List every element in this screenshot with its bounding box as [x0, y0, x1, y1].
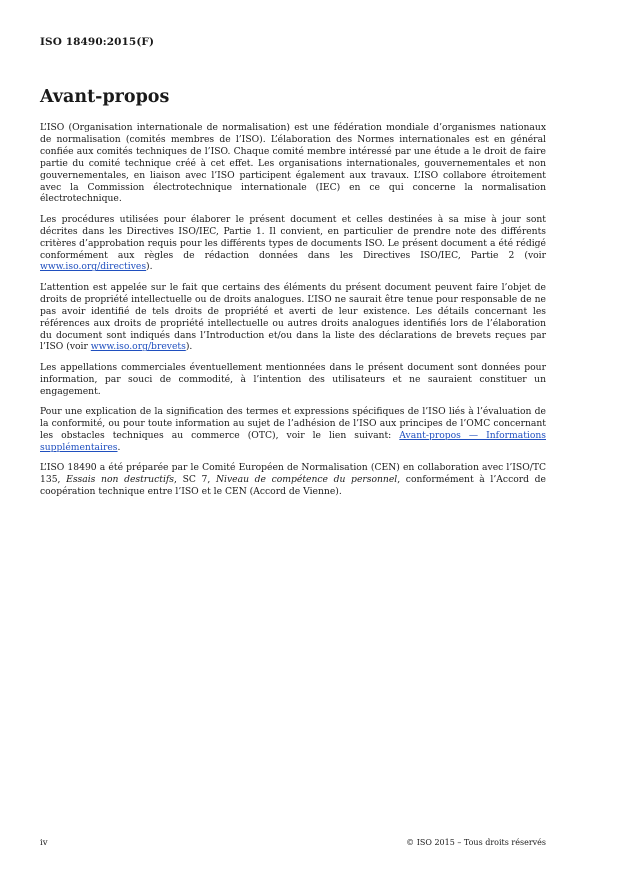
paragraph-iso-intro: L’ISO (Organisation internationale de normalisation) est une fédération mondiale d’organismes nationaux de normalisation (comités membres de l’ISO). L’élaboration des Normes internationales est en général confiée aux comités techniques de l’ISO. Chaque comité membre intéressé par une étude a le droit de faire partie du comité technique créé à cet effet. Les organisations internationales, gouvernementales et non gouvernementales, en liaison avec l’ISO participent également aux travaux. L’ISO collabore étroitement avec la Commission électrotechnique internationale (IEC) en ce qui concerne la normalisation électrotechnique.: [40, 122, 546, 205]
paragraph-conformity-end: .: [117, 441, 121, 453]
page-number: iv: [40, 838, 48, 848]
subcommittee-title: Niveau de compétence du personnel: [215, 474, 398, 486]
paragraph-preparation-c: , conformément à l’Accord de coopération technique entre l’ISO et le CEN (Accord de Vienne).: [40, 474, 546, 497]
patents-link[interactable]: www.iso.org/brevets: [90, 341, 186, 353]
paragraph-patents-end: ).: [185, 341, 193, 353]
directives-link[interactable]: www.iso.org/directives: [40, 261, 147, 273]
page-title: Avant-propos: [40, 87, 170, 107]
copyright-notice: © ISO 2015 – Tous droits réservés: [406, 838, 546, 847]
paragraph-procedures: [40, 214, 546, 274]
paragraph-procedures-text: Les procédures utilisées pour élaborer le présent document et celles destinées à sa mise à jour sont décrites dans les Directives ISO/IEC, Partie 1. Il convient, en particulier de prendre note des différents critères d’approbation requis pour les différents types de documents ISO. Le présent document a été rédigé conformément aux règles de rédaction données dans les Directives ISO/IEC, Partie 2 (voir: [40, 213, 546, 261]
document-id: ISO 18490:2015(F): [40, 36, 155, 48]
document-body: [40, 122, 546, 506]
paragraph-preparation-a: L’ISO 18490 a été préparée par le Comité Européen de Normalisation (CEN) en collaboration avec l’ISO/TC 135,: [40, 462, 546, 486]
paragraph-preparation: [40, 462, 546, 498]
paragraph-conformity-text: Pour une explication de la signification des termes et expressions spécifiques de l’ISO liés à l’évaluation de la conformité, ou pour toute information au sujet de l’adhésion de l’ISO aux principes de l’OMC concernant les obstacles techniques au commerce (OTC), voir le lien suivant:: [40, 406, 546, 441]
paragraph-preparation-b: , SC 7,: [174, 474, 216, 486]
paragraph-patents: [40, 282, 546, 353]
paragraph-patents-text: L’attention est appelée sur le fait que certains des éléments du présent document peuvent faire l’objet de droits de propriété intellectuelle ou de droits analogues. L’ISO ne saurait être tenue pour responsable de ne pas avoir identifié de tels droits de propriété et averti de leur existence. Les détails concernant les références aux droits de propriété intellectuelle ou autres droits analogues identifiés lors de l’élaboration du document sont indiqués dans l’Introduction et/ou dans la liste des déclarations de brevets reçues par l’ISO (voir: [40, 281, 546, 353]
paragraph-conformity: [40, 406, 546, 454]
paragraph-procedures-end: ).: [146, 261, 153, 273]
paragraph-trade-names: Les appellations commerciales éventuellement mentionnées dans le présent document sont données pour information, par souci de commodité, à l’intention des utilisateurs et ne sauraient constituer un engagement.: [40, 361, 546, 397]
foreword-info-link[interactable]: Avant-propos — Informations supplémentaires: [40, 429, 546, 453]
committee-title: Essais non destructifs: [66, 474, 174, 486]
